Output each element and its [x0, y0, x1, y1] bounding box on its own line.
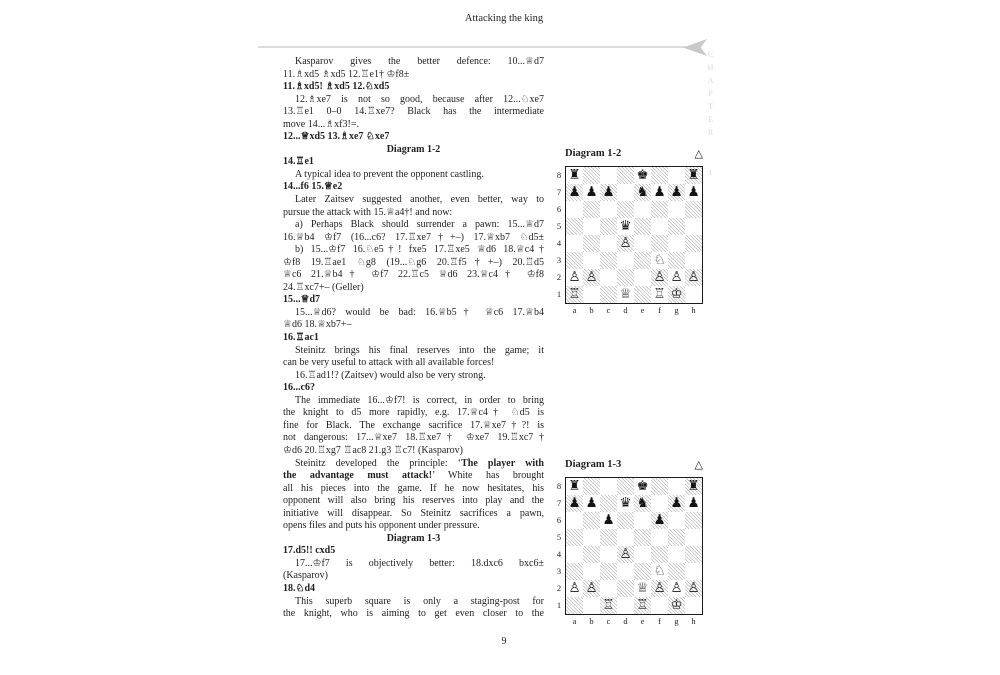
text-line: ♕c6 21.♕b4† ♔f7 22.♖c5 ♕d6 23.♕c4† ♔f8	[283, 269, 544, 281]
rank-labels	[553, 166, 565, 304]
file-label: f	[658, 616, 661, 626]
file-label: g	[674, 305, 679, 315]
board-square	[668, 580, 685, 597]
board-square	[634, 201, 651, 218]
rank-label: 5	[556, 221, 562, 231]
header-rule-arrow-icon	[683, 39, 707, 56]
board-square	[600, 218, 617, 235]
diagram-label: Diagram 1-3	[565, 458, 622, 470]
board-square	[668, 235, 685, 252]
white-piece-icon: ♘	[653, 563, 666, 579]
chess-board	[565, 166, 703, 304]
text-run: the advantage must attack!	[283, 470, 433, 482]
white-piece-icon: ♙	[653, 269, 666, 285]
rank-label: 4	[556, 549, 562, 559]
white-piece-icon: ♕	[619, 286, 632, 302]
board-square	[651, 563, 668, 580]
diagram-1-3	[553, 457, 703, 626]
black-piece-icon: ♟	[653, 512, 666, 528]
text-line: initiative will disappear. So Steinitz sacrifices a pawn,	[283, 507, 544, 519]
board-square	[685, 529, 702, 546]
board-square	[617, 563, 634, 580]
text-line: pursue the attack with 15.♕a4†! and now:	[283, 206, 453, 218]
diagram-body	[553, 477, 703, 615]
text-line: 15...♕d7	[283, 294, 321, 306]
board-square	[566, 512, 583, 529]
board-square	[685, 563, 702, 580]
text-line: Steinitz brings his final reserves into the game; it	[295, 344, 544, 356]
text-line: not dangerous: 17...♕xe7 18.♖xe7† ♔xe7 19.♖xc7†	[283, 432, 544, 444]
black-piece-icon: ♟	[585, 184, 598, 200]
board-square	[685, 512, 702, 529]
text-line: 16...c6?	[283, 382, 315, 394]
white-piece-icon: ♔	[670, 286, 683, 302]
board-square	[634, 235, 651, 252]
board-square	[566, 597, 583, 614]
file-label: c	[606, 616, 611, 626]
board-square	[651, 495, 668, 512]
board-square	[668, 546, 685, 563]
diagram-body	[553, 166, 703, 304]
board-square	[617, 512, 634, 529]
chess-board	[565, 477, 703, 615]
board-square	[651, 252, 668, 269]
board-square	[651, 286, 668, 303]
rank-label: 1	[556, 289, 562, 299]
board-square	[600, 201, 617, 218]
diagram-label: Diagram 1-2	[565, 147, 622, 159]
board-square	[651, 529, 668, 546]
board-square	[600, 184, 617, 201]
chapter-number: 1	[706, 168, 715, 181]
board-square	[651, 597, 668, 614]
black-piece-icon: ♛	[619, 495, 632, 511]
file-label: d	[623, 305, 628, 315]
file-label: a	[572, 616, 577, 626]
board-square	[668, 218, 685, 235]
board-square	[600, 286, 617, 303]
page-number: 9	[501, 636, 507, 647]
board-square	[634, 597, 651, 614]
text-line: can be very useful to attack with all available forces!	[283, 357, 495, 369]
file-label: b	[589, 616, 594, 626]
text-line: 12...♕xd5 13.♗xe7 ♘xe7	[283, 131, 390, 143]
board-square	[583, 512, 600, 529]
text-line: the knight to d5 more rapidly, e.g. 17.♕c4† ♘d5 is	[283, 407, 544, 419]
white-piece-icon: ♔	[670, 597, 683, 613]
board-square	[617, 235, 634, 252]
rank-label: 8	[556, 170, 562, 180]
diagram-header	[565, 146, 703, 160]
board-square	[634, 512, 651, 529]
text-line: 15...♕d6? would be bad: 16.♕b5† ♕c6 17.♕b4	[295, 306, 544, 318]
board-square	[685, 597, 702, 614]
board-square	[685, 184, 702, 201]
board-square	[634, 252, 651, 269]
board-square	[566, 235, 583, 252]
white-piece-icon: ♙	[670, 269, 683, 285]
white-piece-icon: ♙	[670, 580, 683, 596]
board-square	[668, 529, 685, 546]
board-square	[617, 167, 634, 184]
board-square	[600, 269, 617, 286]
board-square	[668, 563, 685, 580]
board-square	[600, 597, 617, 614]
white-piece-icon: ♖	[653, 286, 666, 302]
rank-label: 3	[556, 566, 562, 576]
text-line: 14.♖e1	[283, 156, 314, 168]
board-square	[685, 286, 702, 303]
board-square	[668, 252, 685, 269]
black-piece-icon: ♜	[568, 478, 581, 494]
white-to-move-icon: △	[694, 457, 703, 471]
board-square	[617, 546, 634, 563]
black-piece-icon: ♟	[602, 184, 615, 200]
board-square	[685, 269, 702, 286]
board-square	[617, 201, 634, 218]
file-label: e	[640, 305, 645, 315]
board-square	[583, 184, 600, 201]
file-label: h	[691, 305, 696, 315]
board-square	[634, 546, 651, 563]
rank-label: 8	[556, 481, 562, 491]
board-square	[617, 580, 634, 597]
rank-label: 5	[556, 532, 562, 542]
text-line: This superb square is only a staging-post for	[295, 595, 544, 607]
board-square	[583, 478, 600, 495]
rank-label: 6	[556, 515, 562, 525]
black-piece-icon: ♟	[585, 495, 598, 511]
text-line: A typical idea to prevent the opponent castling.	[295, 168, 484, 180]
board-square	[634, 184, 651, 201]
black-piece-icon: ♞	[636, 495, 649, 511]
text-line: 13.♖e1 0–0 14.♖xe7? Black has the intermediate	[283, 106, 544, 118]
board-square	[583, 235, 600, 252]
white-piece-icon: ♙	[568, 580, 581, 596]
text-line	[283, 470, 544, 483]
board-square	[583, 580, 600, 597]
board-square	[600, 529, 617, 546]
board-square	[583, 201, 600, 218]
text-line: the knight, who is aiming to get even closer to the	[283, 608, 544, 620]
board-square	[583, 286, 600, 303]
board-square	[583, 563, 600, 580]
board-square	[566, 546, 583, 563]
board-square	[685, 252, 702, 269]
file-label: a	[572, 305, 577, 315]
board-square	[668, 269, 685, 286]
file-label: h	[691, 616, 696, 626]
board-square	[634, 495, 651, 512]
text-line: 16.♖ac1	[283, 332, 319, 344]
text-line: Kasparov gives the better defence: 10...♕d7	[295, 56, 544, 67]
board-square	[685, 495, 702, 512]
board-square	[566, 529, 583, 546]
board-square	[617, 184, 634, 201]
text-column	[283, 56, 544, 621]
board-square	[651, 235, 668, 252]
board-square	[617, 218, 634, 235]
file-label: b	[589, 305, 594, 315]
text-line: opens files and puts his opponent under pressure.	[283, 520, 480, 532]
text-line: Diagram 1-3	[386, 532, 441, 544]
board-square	[634, 269, 651, 286]
rank-label: 7	[556, 498, 562, 508]
text-line: 14...f6 15.♕e2	[283, 181, 343, 193]
board-square	[617, 597, 634, 614]
board-square	[668, 512, 685, 529]
board-square	[685, 580, 702, 597]
board-square	[600, 167, 617, 184]
rank-label: 2	[556, 272, 562, 282]
text-line: a) Perhaps Black should surrender a pawn: 15...♕d7	[295, 219, 544, 231]
black-piece-icon: ♟	[602, 512, 615, 528]
board-square	[634, 218, 651, 235]
file-label: g	[674, 616, 679, 626]
black-piece-icon: ♟	[568, 184, 581, 200]
board-square	[583, 546, 600, 563]
text-line: b) 15...♔f7 16.♘e5†! fxe5 17.♖xe5 ♕d6 18.♕c4†	[295, 244, 544, 256]
board-square	[668, 201, 685, 218]
text-line: ♕d6 18.♕xb7+–	[283, 319, 352, 331]
board-square	[651, 167, 668, 184]
white-piece-icon: ♙	[619, 235, 632, 251]
text-run: The player with	[461, 457, 544, 469]
rank-label: 3	[556, 255, 562, 265]
rank-label: 4	[556, 238, 562, 248]
text-line: 12.♗xe7 is not so good, because after 12...♘xe7	[295, 93, 544, 105]
board-square	[651, 512, 668, 529]
white-piece-icon: ♙	[653, 580, 666, 596]
board-square	[685, 167, 702, 184]
board-square	[600, 512, 617, 529]
text-line: 17...♔f7 is objectively better: 18.dxc6 bxc6±	[295, 557, 544, 569]
board-square	[566, 478, 583, 495]
board-square	[566, 252, 583, 269]
rank-label: 6	[556, 204, 562, 214]
black-piece-icon: ♜	[568, 167, 581, 183]
black-piece-icon: ♚	[636, 167, 649, 183]
board-square	[566, 218, 583, 235]
board-square	[566, 201, 583, 218]
board-square	[566, 563, 583, 580]
black-piece-icon: ♚	[636, 478, 649, 494]
text-line	[283, 458, 544, 471]
white-piece-icon: ♘	[653, 252, 666, 268]
board-square	[617, 495, 634, 512]
black-piece-icon: ♟	[568, 495, 581, 511]
text-line: 24.♖xc7+– (Geller)	[283, 281, 364, 293]
board-square	[617, 478, 634, 495]
text-line: The immediate 16...♔f7! is correct, in order to bring	[295, 394, 544, 406]
board-square	[583, 529, 600, 546]
white-piece-icon: ♙	[585, 269, 598, 285]
text-line: ♔d6 20.♖xg7 ♖ac8 21.g3 ♖c7! (Kasparov)	[283, 444, 463, 456]
text-line: 11.♗xd5! ♗xd5 12.♘xd5	[283, 81, 390, 93]
board-square	[600, 580, 617, 597]
board-square	[566, 495, 583, 512]
board-square	[634, 167, 651, 184]
board-square	[583, 597, 600, 614]
board-square	[634, 478, 651, 495]
board-square	[634, 286, 651, 303]
text-line: 16.♖ad1!? (Zaitsev) would also be very strong.	[295, 369, 486, 381]
black-piece-icon: ♞	[636, 184, 649, 200]
text-run: Steinitz developed the principle: ‘	[295, 457, 462, 469]
board-square	[566, 167, 583, 184]
black-piece-icon: ♟	[687, 184, 700, 200]
board-square	[583, 495, 600, 512]
board-square	[685, 546, 702, 563]
white-piece-icon: ♖	[636, 597, 649, 613]
white-to-move-icon: △	[694, 146, 703, 160]
board-square	[583, 269, 600, 286]
white-piece-icon: ♙	[585, 580, 598, 596]
board-square	[668, 167, 685, 184]
text-run: ’ White has brought	[432, 470, 544, 482]
board-square	[651, 269, 668, 286]
text-line: fine for Black. The exchange sacrifice 17.♕xe7†?! is	[283, 419, 544, 431]
board-square	[685, 235, 702, 252]
board-square	[566, 184, 583, 201]
text-line: 16.♕b4 ♔f7 (16...c6? 17.♖xe7†+–) 17.♕xb7 ♘d5±	[283, 231, 544, 243]
board-square	[600, 478, 617, 495]
board-square	[600, 546, 617, 563]
file-label: c	[606, 305, 611, 315]
board-square	[634, 563, 651, 580]
white-piece-icon: ♙	[687, 580, 700, 596]
board-square	[617, 269, 634, 286]
board-square	[651, 201, 668, 218]
black-piece-icon: ♛	[619, 218, 632, 234]
black-piece-icon: ♜	[687, 478, 700, 494]
black-piece-icon: ♟	[670, 184, 683, 200]
file-label: e	[640, 616, 645, 626]
rank-labels	[553, 477, 565, 615]
board-square	[600, 495, 617, 512]
board-square	[685, 201, 702, 218]
white-piece-icon: ♕	[636, 580, 649, 596]
board-square	[651, 184, 668, 201]
board-square	[600, 252, 617, 269]
board-square	[617, 286, 634, 303]
board-square	[583, 218, 600, 235]
white-piece-icon: ♖	[568, 286, 581, 302]
board-square	[668, 495, 685, 512]
diagram-header	[565, 457, 703, 471]
board-square	[651, 218, 668, 235]
text-line: Later Zaitsev suggested another, even better, way to	[295, 194, 544, 206]
rank-label: 2	[556, 583, 562, 593]
text-line: (Kasparov)	[283, 570, 328, 582]
board-square	[634, 529, 651, 546]
black-piece-icon: ♟	[687, 495, 700, 511]
text-line: opponent will also bring his reserves into play and the	[283, 495, 544, 507]
file-labels	[566, 616, 703, 626]
board-square	[600, 563, 617, 580]
board-square	[668, 184, 685, 201]
board-square	[600, 235, 617, 252]
rank-label: 7	[556, 187, 562, 197]
board-square	[668, 478, 685, 495]
white-piece-icon: ♙	[687, 269, 700, 285]
rank-label: 1	[556, 600, 562, 610]
text-line: move 14...♗xf3!=.	[283, 118, 359, 130]
board-square	[617, 529, 634, 546]
file-label: d	[623, 616, 628, 626]
board-square	[566, 580, 583, 597]
board-square	[651, 478, 668, 495]
black-piece-icon: ♟	[670, 495, 683, 511]
chapter-sidebar	[706, 50, 715, 181]
board-square	[583, 252, 600, 269]
file-labels	[566, 305, 703, 315]
board-square	[685, 478, 702, 495]
text-line: all his pieces into the game. If he now hesitates, his	[283, 482, 544, 494]
text-line: 17.d5!! cxd5	[283, 545, 336, 557]
board-square	[566, 269, 583, 286]
chapter-label: CHAPTER	[706, 50, 715, 141]
board-square	[668, 597, 685, 614]
text-line: 18.♘d4	[283, 582, 316, 594]
board-square	[685, 218, 702, 235]
black-piece-icon: ♟	[653, 184, 666, 200]
text-line: ♔f8 19.♖ae1 ♘g8 (19...♘g6 20.♖f5†+–) 20.♖d5	[283, 256, 544, 268]
board-square	[651, 546, 668, 563]
board-square	[566, 286, 583, 303]
text-line: Diagram 1-2	[386, 143, 441, 155]
white-piece-icon: ♙	[619, 546, 632, 562]
board-square	[668, 286, 685, 303]
board-square	[583, 167, 600, 184]
white-piece-icon: ♖	[602, 597, 615, 613]
page-header-title: Attacking the king	[464, 13, 544, 24]
diagram-1-2	[553, 146, 703, 315]
header-rule-line	[258, 46, 686, 48]
file-label: f	[658, 305, 661, 315]
text-line: 11.♗xd5 ♗xd5 12.♖e1† ♔f8±	[283, 68, 410, 80]
white-piece-icon: ♙	[568, 269, 581, 285]
board-square	[617, 252, 634, 269]
board-square	[634, 580, 651, 597]
black-piece-icon: ♜	[687, 167, 700, 183]
board-square	[651, 580, 668, 597]
